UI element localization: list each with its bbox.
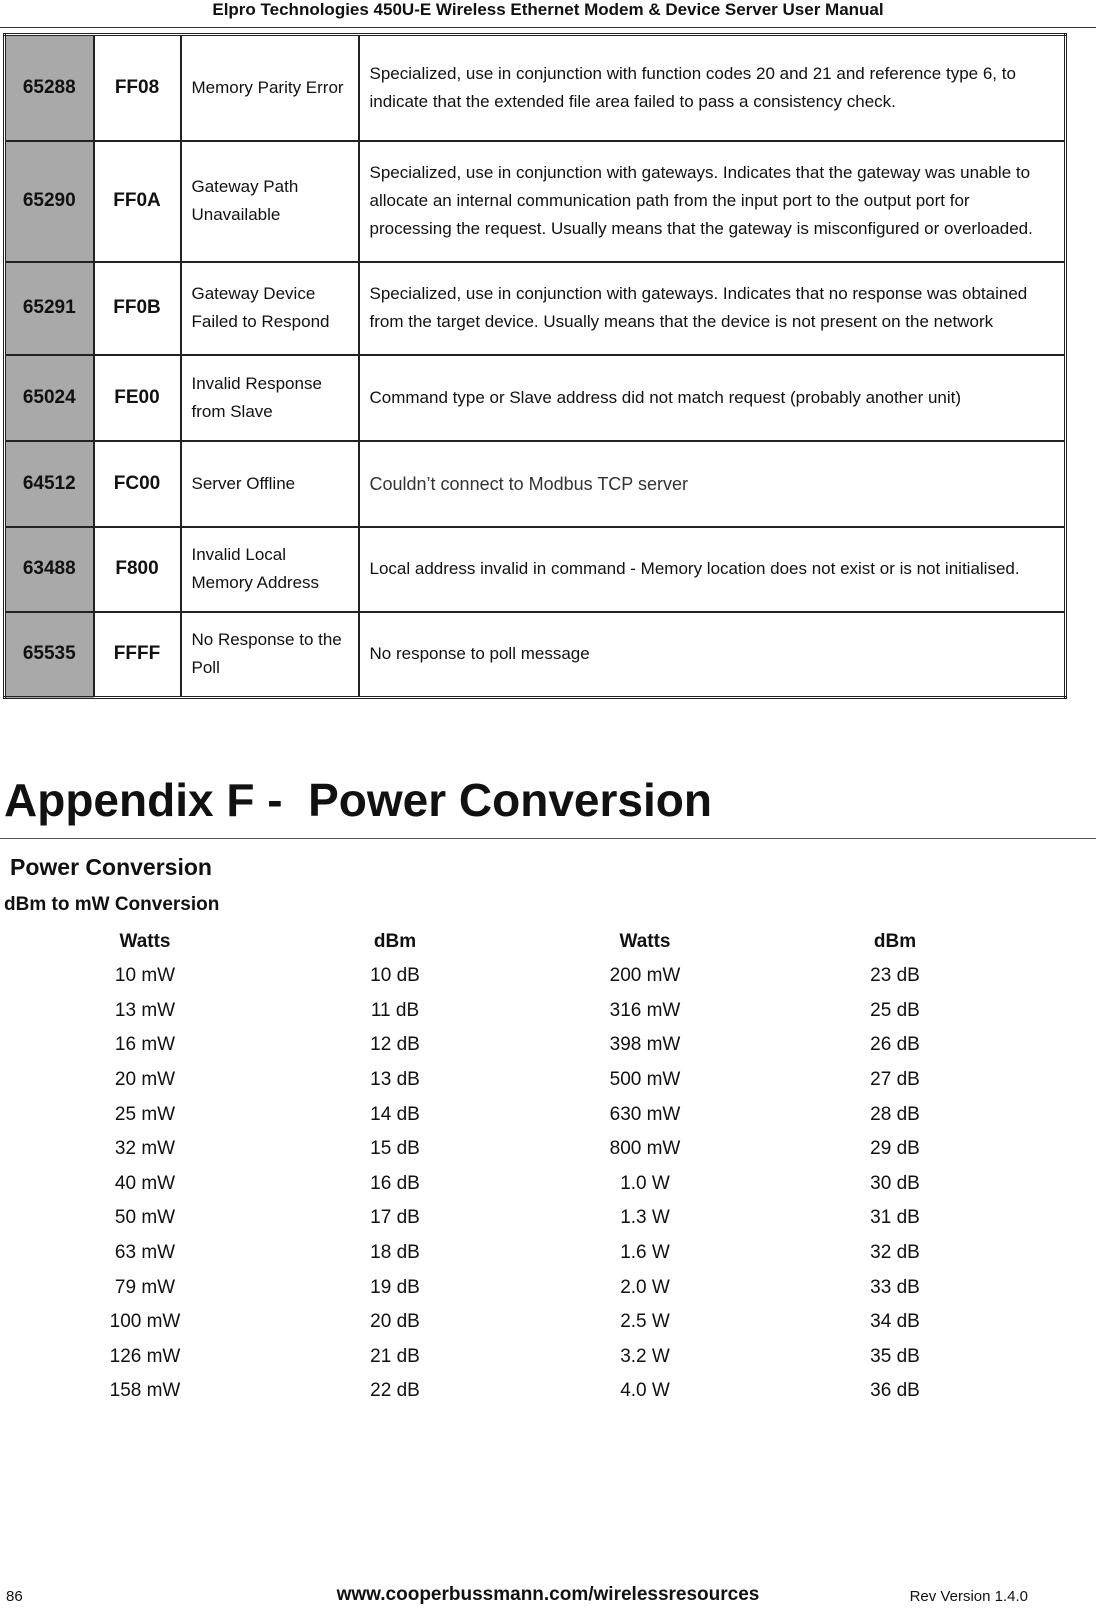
watts-cell: 100 mW [109,1311,181,1333]
dbm-cell: 34 dB [870,1311,920,1333]
manual-title: Elpro Technologies 450U-E Wireless Ethernet Modem & Device Server User Manual [212,0,884,19]
watts-cell: 630 mW [609,1103,681,1125]
table-row [5,441,1066,527]
dbm-cell: 18 dB [370,1242,420,1264]
watts-cell: 200 mW [609,965,681,987]
watts-cell: 1.6 W [620,1242,670,1264]
watts-cell: 13 mW [114,999,176,1021]
dbm-cell: 29 dB [870,1138,920,1160]
dbm-cell: 32 dB [870,1242,920,1264]
table-row [5,35,1066,141]
decimal-code: 65290 [5,141,94,262]
table-row [20,1374,1020,1409]
error-name: Invalid Local Memory Address [181,527,359,612]
table-row [20,1340,1020,1375]
error-description: No response to poll message [359,612,1066,698]
dbm-cell: 26 dB [870,1034,920,1056]
error-name: Gateway Device Failed to Respond [181,262,359,355]
hex-code: F800 [94,527,181,612]
dbm-cell: 30 dB [870,1172,920,1194]
hex-code: FE00 [94,355,181,441]
decimal-code: 64512 [5,441,94,527]
footer-url: www.cooperbussmann.com/wirelessresources [336,1584,760,1605]
error-name: Memory Parity Error [181,35,359,141]
subsection-title: dBm to mW Conversion [4,894,220,915]
table-row [20,1270,1020,1305]
watts-cell: 800 mW [609,1138,681,1160]
table-row [20,959,1020,994]
dbm-cell: 25 dB [870,999,920,1021]
decimal-code: 65291 [5,262,94,355]
decimal-code: 63488 [5,527,94,612]
table-row [20,1063,1020,1098]
column-header-dbm: dBm [873,931,917,952]
watts-cell: 126 mW [109,1345,181,1367]
column-header-watts: Watts [619,931,671,952]
table-row [20,1097,1020,1132]
power-table-body [20,959,1020,1409]
table-row [20,1201,1020,1236]
dbm-cell: 22 dB [370,1380,420,1402]
table-row [5,262,1066,355]
page-header [0,0,1096,28]
dbm-cell: 12 dB [370,1034,420,1056]
dbm-cell: 21 dB [370,1345,420,1367]
table-row [20,1236,1020,1271]
decimal-code: 65288 [5,35,94,141]
dbm-cell: 31 dB [870,1207,920,1229]
table-row [20,1132,1020,1167]
error-name: No Response to the Poll [181,612,359,698]
dbm-cell: 13 dB [370,1069,420,1091]
watts-cell: 398 mW [609,1034,681,1056]
watts-cell: 79 mW [114,1276,176,1298]
dbm-cell: 17 dB [370,1207,420,1229]
section-title: Power Conversion [10,854,212,880]
watts-cell: 20 mW [114,1069,176,1091]
dbm-cell: 11 dB [370,999,420,1021]
watts-cell: 50 mW [114,1207,176,1229]
table-row [5,355,1066,441]
appendix-divider [0,838,1096,839]
error-description: Specialized, use in conjunction with gateways. Indicates that no response was obtained from the target device. Usually means that the device is not present on the network [359,262,1066,355]
dbm-cell: 23 dB [870,965,920,987]
dbm-cell: 20 dB [370,1311,420,1333]
dbm-cell: 14 dB [370,1103,420,1125]
hex-code: FF08 [94,35,181,141]
dbm-cell: 27 dB [870,1069,920,1091]
revision-label: Rev Version 1.4.0 [909,1588,1028,1605]
error-code-table [3,33,1067,699]
hex-code: FC00 [94,441,181,527]
error-name: Invalid Response from Slave [181,355,359,441]
watts-cell: 1.0 W [620,1172,670,1194]
watts-cell: 63 mW [114,1242,176,1264]
error-description: Specialized, use in conjunction with gateways. Indicates that the gateway was unable to allocate an internal communication path from the input port to the output port for processing the request. Usually means that the gateway is misconfigured or overloaded. [359,141,1066,262]
table-row [5,527,1066,612]
page-number: 86 [6,1588,23,1605]
watts-cell: 40 mW [114,1172,176,1194]
watts-cell: 3.2 W [620,1345,670,1367]
table-row [5,141,1066,262]
error-description: Command type or Slave address did not match request (probably another unit) [359,355,1066,441]
decimal-code: 65024 [5,355,94,441]
power-conversion-table [20,925,1020,1409]
dbm-cell: 10 dB [370,965,420,987]
table-row [5,612,1066,698]
watts-cell: 2.0 W [620,1276,670,1298]
watts-cell: 158 mW [109,1380,181,1402]
dbm-cell: 19 dB [370,1276,420,1298]
watts-cell: 2.5 W [620,1311,670,1333]
hex-code: FF0B [94,262,181,355]
dbm-cell: 35 dB [870,1345,920,1367]
table-row [20,1028,1020,1063]
hex-code: FF0A [94,141,181,262]
dbm-cell: 36 dB [870,1380,920,1402]
dbm-cell: 33 dB [870,1276,920,1298]
column-header-dbm: dBm [373,931,417,952]
table-row [20,1305,1020,1340]
error-description: Local address invalid in command - Memory location does not exist or is not initialised. [359,527,1066,612]
watts-cell: 4.0 W [620,1380,670,1402]
watts-cell: 500 mW [609,1069,681,1091]
error-name: Gateway Path Unavailable [181,141,359,262]
watts-cell: 16 mW [114,1034,176,1056]
error-name: Server Offline [181,441,359,527]
dbm-cell: 16 dB [370,1172,420,1194]
watts-cell: 25 mW [114,1103,176,1125]
table-row [20,994,1020,1029]
appendix-title: Appendix F - Power Conversion [4,774,712,826]
watts-cell: 32 mW [114,1138,176,1160]
watts-cell: 10 mW [114,965,176,987]
watts-cell: 1.3 W [620,1207,670,1229]
table-header-row [20,925,1020,959]
decimal-code: 65535 [5,612,94,698]
page-footer [0,1584,1096,1608]
watts-cell: 316 mW [609,999,681,1021]
error-description: Specialized, use in conjunction with function codes 20 and 21 and reference type 6, to indicate that the extended file area failed to pass a consistency check. [359,35,1066,141]
hex-code: FFFF [94,612,181,698]
table-row [20,1167,1020,1202]
dbm-cell: 28 dB [870,1103,920,1125]
column-header-watts: Watts [119,931,171,952]
error-description: Couldn’t connect to Modbus TCP server [359,441,1066,527]
dbm-cell: 15 dB [370,1138,420,1160]
